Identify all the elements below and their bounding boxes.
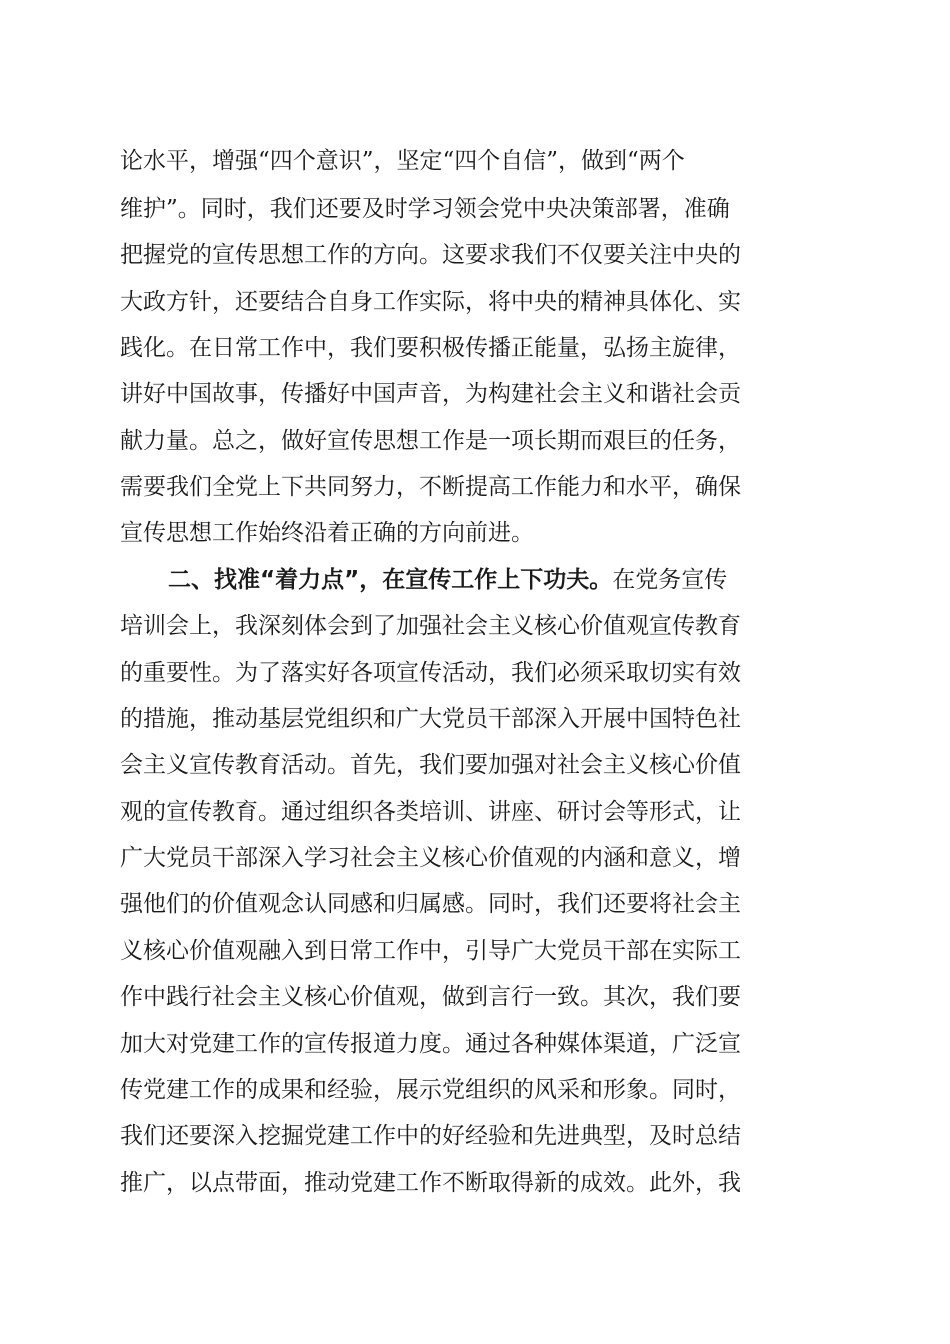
paragraph-line: 的重要性。为了落实好各项宣传活动，我们必须采取切实有效 [120, 660, 741, 686]
section-heading-trailing-text: 在党务宣传 [612, 567, 728, 593]
paragraph-line: 加大对党建工作的宣传报道力度。通过各种媒体渠道，广泛宣 [120, 1031, 741, 1057]
paragraph-line: 宣传思想工作始终沿着正确的方向前进。 [120, 520, 534, 546]
paragraph-line: 大政方针，还要结合自身工作实际，将中央的精神具体化、实 [120, 289, 741, 315]
paragraph-line: 维护”。同时，我们还要及时学习领会党中央决策部署，准确 [120, 196, 730, 222]
paragraph-line: 强他们的价值观念认同感和归属感。同时，我们还要将社会主 [120, 891, 741, 917]
paragraph-line: 把握党的宣传思想工作的方向。这要求我们不仅要关注中央的 [120, 242, 741, 268]
section-heading: 二、找准“着力点”，在宣传工作上下功夫。 [168, 567, 613, 593]
paragraph-line: 推广，以点带面，推动党建工作不断取得新的成效。此外，我 [120, 1170, 741, 1196]
paragraph-line: 需要我们全党上下共同努力，不断提高工作能力和水平，确保 [120, 474, 741, 500]
paragraph-line: 观的宣传教育。通过组织各类培训、讲座、研讨会等形式，让 [120, 799, 741, 825]
paragraph-line: 的措施，推动基层党组织和广大党员干部深入开展中国特色社 [120, 706, 741, 732]
paragraph-line: 献力量。总之，做好宣传思想工作是一项长期而艰巨的任务， [120, 428, 741, 454]
paragraph-line: 广大党员干部深入学习社会主义核心价值观的内涵和意义，增 [120, 845, 741, 871]
paragraph-line: 会主义宣传教育活动。首先，我们要加强对社会主义核心价值 [120, 752, 741, 778]
paragraph-line: 作中践行社会主义核心价值观，做到言行一致。其次，我们要 [120, 984, 741, 1010]
paragraph-line: 传党建工作的成果和经验，展示党组织的风采和形象。同时， [120, 1077, 741, 1103]
paragraph-line: 践化。在日常工作中，我们要积极传播正能量，弘扬主旋律， [120, 335, 741, 361]
paragraph-line: 讲好中国故事，传播好中国声音，为构建社会主义和谐社会贡 [120, 381, 741, 407]
paragraph-line: 论水平，增强“四个意识”，坚定“四个自信”，做到“两个 [120, 148, 685, 174]
paragraph-line: 培训会上，我深刻体会到了加强社会主义核心价值观宣传教育 [120, 613, 741, 639]
section-heading-line [120, 560, 830, 600]
paragraph-line: 我们还要深入挖掘党建工作中的好经验和先进典型，及时总结 [120, 1123, 741, 1149]
paragraph-line: 义核心价值观融入到日常工作中，引导广大党员干部在实际工 [120, 938, 741, 964]
